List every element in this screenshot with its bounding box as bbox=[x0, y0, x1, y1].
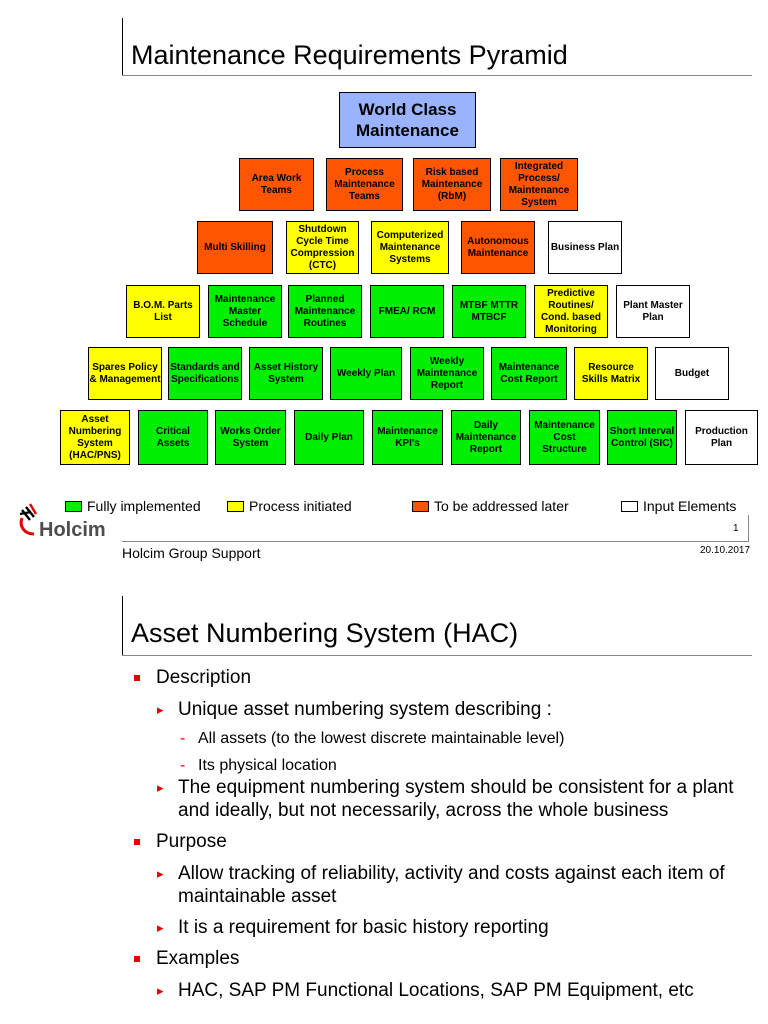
pyramid-box: Asset Numbering System (HAC/PNS) bbox=[60, 410, 130, 465]
slide-title: Asset Numbering System (HAC) bbox=[131, 618, 519, 648]
pyramid-box: Multi Skilling bbox=[197, 221, 273, 274]
legend-swatch-orange bbox=[412, 501, 429, 512]
pyramid-box: Process Maintenance Teams bbox=[326, 158, 403, 211]
bullet-description: Description bbox=[132, 666, 742, 690]
pyramid-box: Autonomous Maintenance bbox=[461, 221, 535, 274]
legend-label: Process initiated bbox=[249, 498, 352, 514]
sub-bullet: ▸ Allow tracking of reliability, activity and costs against each item of maintainable asset bbox=[132, 862, 742, 908]
pyramid-box: FMEA/ RCM bbox=[370, 285, 444, 338]
title-underline bbox=[122, 655, 752, 656]
footer-accent-line bbox=[748, 515, 749, 542]
sub-bullet: ▸ It is a requirement for basic history reporting bbox=[132, 916, 742, 939]
sub-bullet: ▸ Unique asset numbering system describing : bbox=[132, 698, 742, 721]
pyramid-box: Production Plan bbox=[685, 410, 758, 465]
pyramid-box: Integrated Process/ Maintenance System bbox=[500, 158, 578, 211]
sub-bullet: ▸ HAC, SAP PM Functional Locations, SAP PM Equipment, etc bbox=[132, 979, 742, 1002]
pyramid-box: Maintenance Cost Structure bbox=[529, 410, 600, 465]
pyramid-box: Resource Skills Matrix bbox=[574, 347, 648, 400]
pyramid-box: Spares Policy & Management bbox=[88, 347, 162, 400]
sub-sub-bullet: - All assets (to the lowest discrete maintainable level) bbox=[132, 729, 742, 749]
pyramid-box: Works Order System bbox=[215, 410, 286, 465]
pyramid-box: Plant Master Plan bbox=[616, 285, 690, 338]
title-underline bbox=[122, 75, 752, 76]
logo-wordmark: Holcim bbox=[39, 519, 106, 541]
pyramid-box: Short Interval Control (SIC) bbox=[607, 410, 677, 465]
bullet-list bbox=[132, 666, 742, 1010]
legend-swatch-white bbox=[621, 501, 638, 512]
page-number: 1 bbox=[733, 523, 739, 534]
pyramid-box: Asset History System bbox=[249, 347, 323, 400]
legend-label: To be addressed later bbox=[434, 498, 569, 514]
pyramid-box: B.O.M. Parts List bbox=[126, 285, 200, 338]
holcim-logo-icon bbox=[16, 498, 116, 548]
pyramid-apex: World Class Maintenance bbox=[339, 92, 476, 148]
pyramid-box: Weekly Maintenance Report bbox=[410, 347, 484, 400]
pyramid-box: Maintenance KPI's bbox=[372, 410, 443, 465]
pyramid-box: Daily Maintenance Report bbox=[451, 410, 521, 465]
pyramid-box: Computerized Maintenance Systems bbox=[371, 221, 449, 274]
bullet-examples: Examples bbox=[132, 947, 742, 971]
legend-to-be-addressed bbox=[412, 498, 569, 514]
pyramid-box: Business Plan bbox=[548, 221, 622, 274]
pyramid-box: Weekly Plan bbox=[330, 347, 402, 400]
pyramid-box: Area Work Teams bbox=[239, 158, 314, 211]
legend-swatch-yellow bbox=[227, 501, 244, 512]
legend-label: Fully implemented bbox=[87, 498, 201, 514]
pyramid-box: Shutdown Cycle Time Compression (CTC) bbox=[286, 221, 359, 274]
slide-2 bbox=[0, 580, 768, 1024]
title-accent-line bbox=[122, 596, 123, 656]
pyramid-box: Standards and Specifications bbox=[168, 347, 242, 400]
slide-title: Maintenance Requirements Pyramid bbox=[131, 40, 568, 70]
pyramid-box: Budget bbox=[655, 347, 729, 400]
legend-input-elements bbox=[621, 498, 736, 514]
legend-process-initiated bbox=[227, 498, 352, 514]
pyramid-box: Maintenance Cost Report bbox=[491, 347, 567, 400]
title-accent-line bbox=[122, 18, 123, 76]
pyramid-box: Daily Plan bbox=[294, 410, 364, 465]
footer-date: 20.10.2017 bbox=[700, 545, 751, 556]
sub-bullet: ▸ The equipment numbering system should be consistent for a plant and ideally, but not necessarily, across the whole business bbox=[132, 776, 742, 822]
pyramid-box: Critical Assets bbox=[138, 410, 208, 465]
pyramid-box: Maintenance Master Schedule bbox=[208, 285, 282, 338]
pyramid-box: Risk based Maintenance (RbM) bbox=[413, 158, 491, 211]
bullet-purpose: Purpose bbox=[132, 830, 742, 854]
pyramid-box: Predictive Routines/ Cond. based Monitoring bbox=[534, 285, 608, 338]
sub-sub-bullet: - Its physical location bbox=[132, 756, 742, 776]
footer-line bbox=[122, 541, 749, 542]
legend-label: Input Elements bbox=[643, 498, 737, 514]
pyramid-box: Planned Maintenance Routines bbox=[288, 285, 362, 338]
footer-text: Holcim Group Support bbox=[122, 545, 261, 561]
pyramid-box: MTBF MTTR MTBCF bbox=[452, 285, 526, 338]
